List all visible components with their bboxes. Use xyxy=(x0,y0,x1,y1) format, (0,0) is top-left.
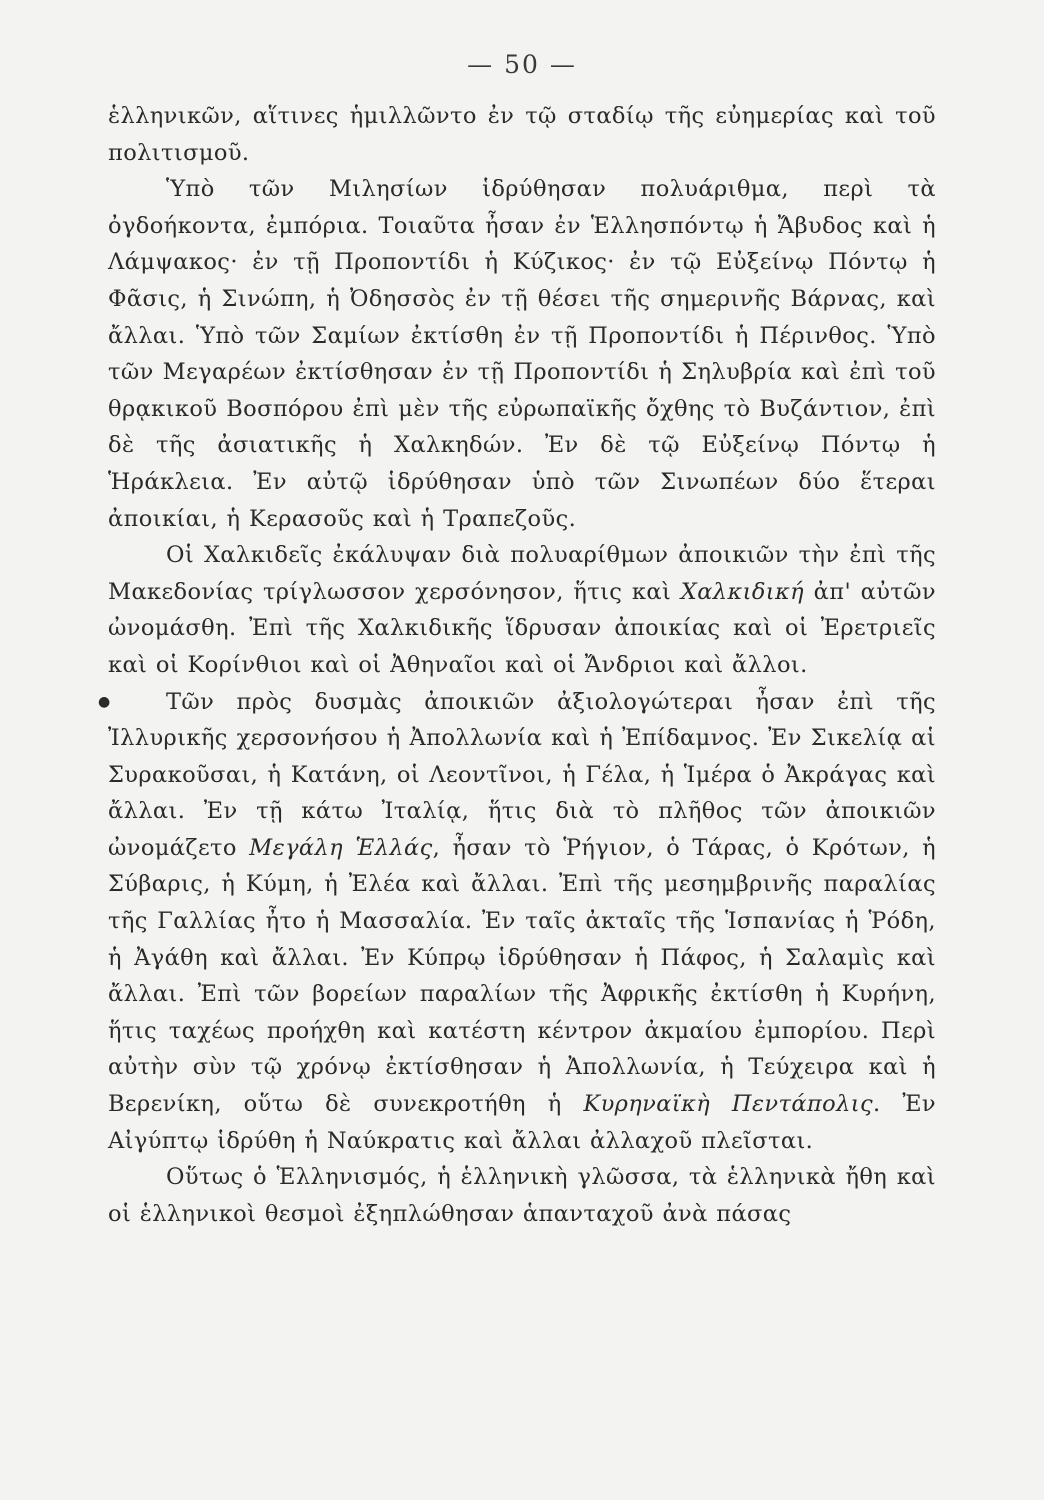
body-text xyxy=(98,98,936,1232)
paragraph-4 xyxy=(108,684,936,1160)
term-chalkidiki: Χαλκιδική xyxy=(680,578,805,605)
bullet-mark: ● xyxy=(98,693,111,710)
page-number: — 50 — xyxy=(467,50,577,79)
paragraph-5: Οὕτως ὁ Ἑλληνισμός, ἡ ἑλληνικὴ γλῶσσα, τὰ ἑλληνικὰ ἤθη καὶ οἱ ἑλληνικοὶ θεσμοὶ ἐξηπλώθησαν ἁπανταχοῦ ἀνὰ πάσας xyxy=(108,1164,936,1227)
paragraph-4-text-middle: , ἦσαν τὸ Ῥήγιον, ὁ Τάρας, ὁ Κρότων, ἡ Σύβαρις, ἡ Κύμη, ἡ Ἐλέα καὶ ἄλλαι. Ἐπὶ τῆς μεσημβρινῆς παραλίας τῆς Γαλλίας ἦτο ἡ Μασσαλία. Ἐν ταῖς ἀκταῖς τῆς Ἱσπανίας ἡ Ῥόδη, ἡ Ἀγάθη καὶ ἄλλαι. Ἐν Κύπρῳ ἱδρύθησαν ἡ Πάφος, ἡ Σαλαμὶς καὶ ἄλλαι. Ἐπὶ τῶν βορείων παραλίων τῆς Ἀφρικῆς ἐκτίσθη ἡ Κυρήνη, ἥτις ταχέως προήχθη καὶ κατέστη κέντρον ἀκμαίου ἐμπορίου. Περὶ αὐτὴν σὺν τῷ χρόνῳ ἐκτίσθησαν ἡ Ἀπολλωνία, ἡ Τεύχειρα καὶ ἡ Βερενίκη, οὕτω δὲ συνεκροτήθη ἡ xyxy=(108,834,936,1118)
paragraph-2: Ὑπὸ τῶν Μιλησίων ἱδρύθησαν πολυάριθμα, περὶ τὰ ὀγδοήκοντα, ἐμπόρια. Τοιαῦτα ἦσαν ἐν Ἑλλησπόντῳ ἡ Ἄβυδος καὶ ἡ Λάμψακος· ἐν τῇ Προποντίδι ἡ Κύζικος· ἐν τῷ Εὐξείνῳ Πόντῳ ἡ Φᾶσις, ἡ Σινώπη, ἡ Ὀδησσὸς ἐν τῇ θέσει τῆς σημερινῆς Βάρνας, καὶ ἄλλαι. Ὑπὸ τῶν Σαμίων ἐκτίσθη ἐν τῇ Προποντίδι ἡ Πέρινθος. Ὑπὸ τῶν Μεγαρέων ἐκτίσθησαν ἐν τῇ Προποντίδι ἡ Σηλυβρία καὶ ἐπὶ τοῦ θρᾳκικοῦ Βοσπόρου ἐπὶ μὲν τῆς εὐρωπαϊκῆς ὄχθης τὸ Βυζάντιον, ἐπὶ δὲ τῆς ἀσιατικῆς ἡ Χαλκηδών. Ἐν δὲ τῷ Εὐξείνῳ Πόντῳ ἡ Ἡράκλεια. Ἐν αὐτῷ ἱδρύθησαν ὑπὸ τῶν Σινωπέων δύο ἕτεραι ἀποικίαι, ἡ Κερασοῦς καὶ ἡ Τραπεζοῦς. xyxy=(108,176,936,532)
paragraph-4-text-after: . Ἐν Αἰγύπτῳ ἱδρύθη ἡ Ναύκρατις καὶ ἄλλαι ἀλλαχοῦ πλεῖσται. xyxy=(108,1091,936,1154)
paragraph-4-text-before: Τῶν πρὸς δυσμὰς ἀποικιῶν ἀξιολογώτεραι ἦσαν ἐπὶ τῆς Ἰλλυρικῆς χερσονήσου ἡ Ἀπολλωνία καὶ ἡ Ἐπίδαμνος. Ἐν Σικελίᾳ αἱ Συρακοῦσαι, ἡ Κατάνη, οἱ Λεοντῖνοι, ἡ Γέλα, ἡ Ἱμέρα ὁ Ἀκράγας καὶ ἄλλαι. Ἐν τῇ κάτω Ἰταλίᾳ, ἥτις διὰ τὸ πλῆθος τῶν ἀποικιῶν ὠνομάζετο xyxy=(108,688,936,861)
term-megali-ellas: Μεγάλη Ἑλλάς xyxy=(249,834,433,861)
term-kyrenaiki-pentapolis: Κυρηναϊκὴ Πεντάπολις xyxy=(583,1091,873,1118)
paragraph-3-text-after: ἀπ' αὐτῶν ὠνομάσθη. Ἐπὶ τῆς Χαλκιδικῆς ἵδρυσαν ἀποικίας καὶ οἱ Ἐρετριεῖς καὶ οἱ Κορίνθιοι καὶ οἱ Ἀθηναῖοι καὶ οἱ Ἄνδριοι καὶ ἄλλοι. xyxy=(108,578,936,678)
paragraph-3 xyxy=(108,537,936,683)
paragraph-4-wrap xyxy=(98,684,936,1160)
paragraph-1: ἑλληνικῶν, αἵτινες ἡμιλλῶντο ἐν τῷ σταδίῳ τῆς εὐημερίας καὶ τοῦ πολιτισμοῦ. xyxy=(108,103,936,166)
paragraph-3-text-before: Οἱ Χαλκιδεῖς ἐκάλυψαν διὰ πολυαρίθμων ἀποικιῶν τὴν ἐπὶ τῆς Μακεδονίας τρίγλωσσον χερσόνησον, ἥτις καὶ xyxy=(108,542,936,605)
